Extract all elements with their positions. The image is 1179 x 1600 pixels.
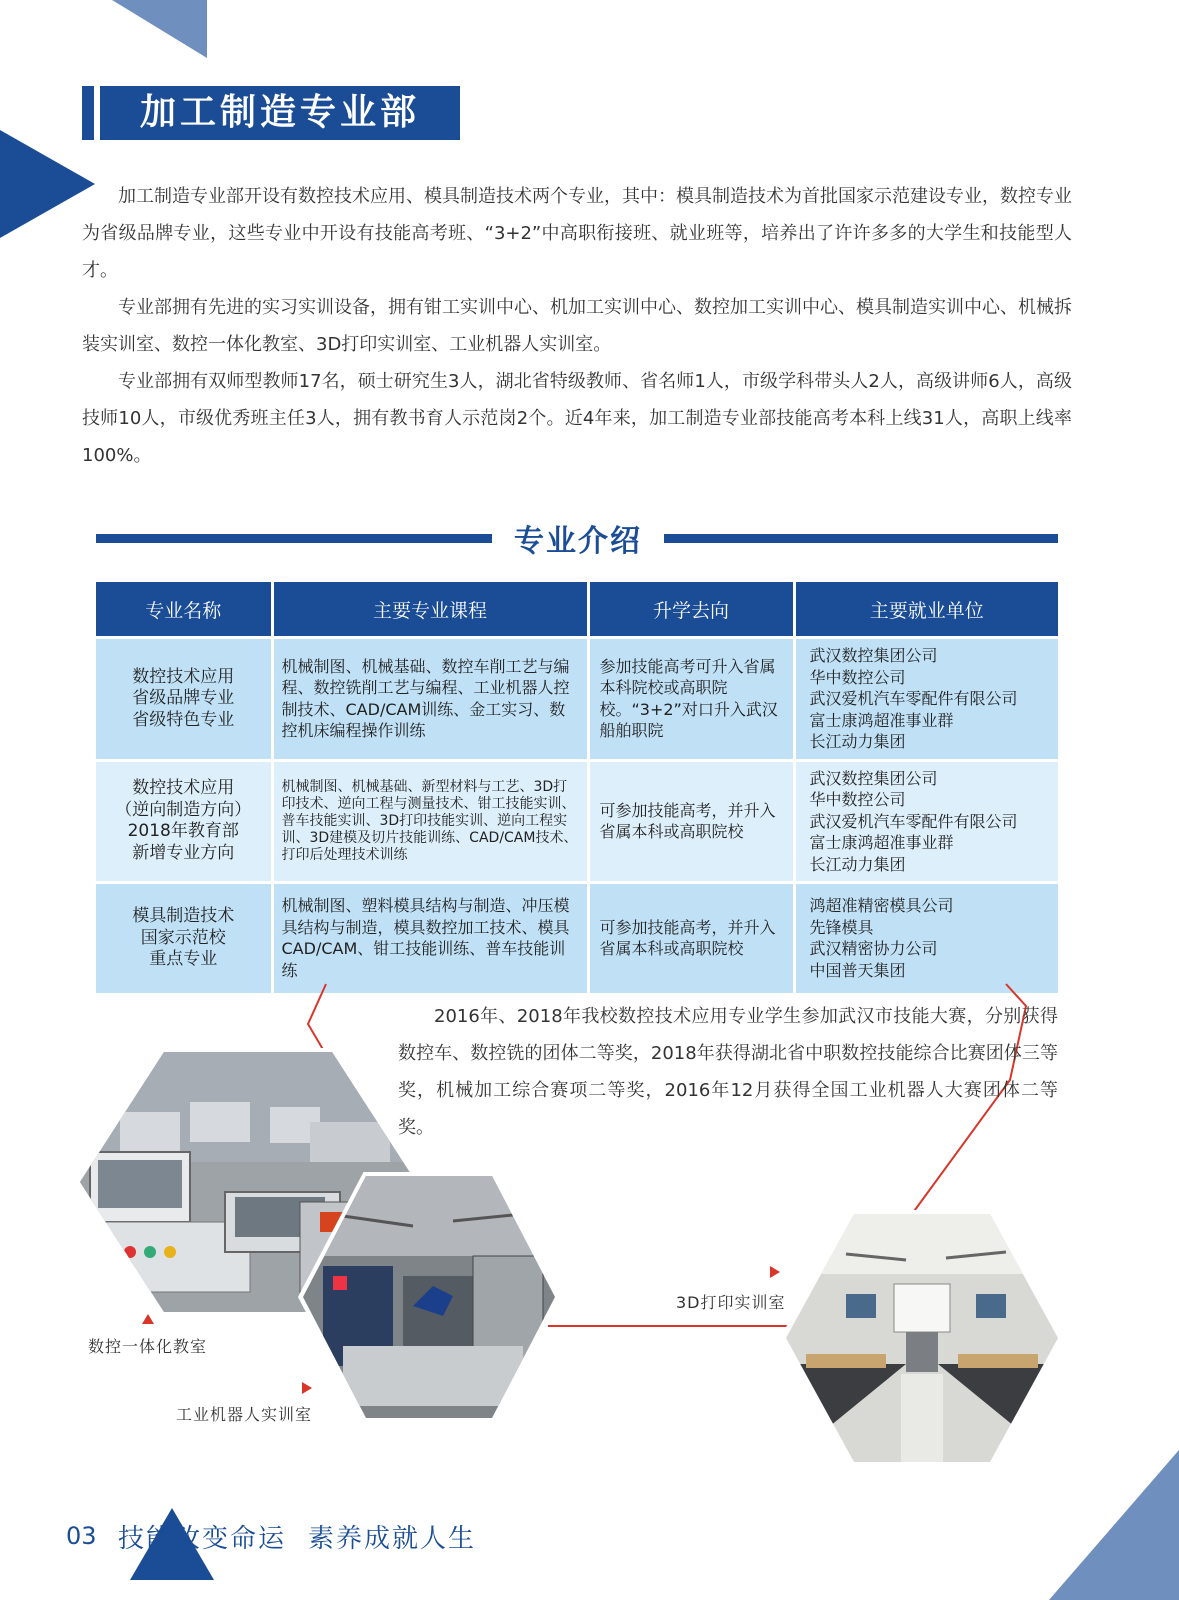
footer-slogan xyxy=(118,1518,498,1555)
employer-line: 长江动力集团 xyxy=(809,732,906,751)
title-accent-bar xyxy=(82,86,94,140)
table-row xyxy=(96,638,1058,761)
employer-line: 华中数控公司 xyxy=(809,667,906,687)
table-row xyxy=(96,883,1058,993)
intro-paragraph: 专业部拥有先进的实习实训设备，拥有钳工实训中心、机加工实训中心、数控加工实训中心、模具制造实训中心、机械拆装实训室、数控一体化教室、3D打印实训室、工业机器人实训室。 xyxy=(82,297,1072,355)
employer-line: 富士康鸿超准事业群 xyxy=(809,710,954,730)
slogan-part-1: 技能改变命运 xyxy=(118,1524,287,1554)
destination-cell: 可参加技能高考，并升入省属本科或高职院校 xyxy=(588,760,794,883)
major-name-line: 省级品牌专业 xyxy=(132,688,235,708)
page-title: 加工制造专业部 xyxy=(140,92,421,133)
intro-paragraph: 加工制造专业部开设有数控技术应用、模具制造技术两个专业，其中：模具制造技术为首批国家示范建设专业，数控专业为省级品牌专业，这些专业中开设有技能高考班、“3+2”中高职衔接班、就业班等，培养出了许许多多的大学生和技能型人才。 xyxy=(82,186,1072,281)
slogan-part-2: 素养成就人生 xyxy=(308,1524,477,1554)
section-title: 专业介绍 xyxy=(514,524,642,559)
employer-line: 武汉爱机汽车零配件有限公司 xyxy=(809,811,1018,831)
decorative-triangle-top xyxy=(112,0,207,58)
header-employers: 主要就业单位 xyxy=(794,582,1058,638)
major-name-line: 数控技术应用 xyxy=(132,778,235,799)
employer-line: 富士康鸿超准事业群 xyxy=(809,833,954,852)
employer-line: 武汉爱机汽车零配件有限公司 xyxy=(809,689,1018,708)
employers-cell xyxy=(794,638,1058,761)
header-destination: 升学去向 xyxy=(588,582,794,638)
destination-cell: 可参加技能高考，并升入省属本科或高职院校 xyxy=(588,883,794,993)
photo-3d-printing-lab xyxy=(786,1214,1058,1462)
decorative-triangle-left xyxy=(0,130,95,238)
employer-line: 武汉数控集团公司 xyxy=(809,646,938,665)
caption-3d-printing-lab: 3D打印实训室 xyxy=(676,1293,786,1312)
major-name-line: （逆向制造方向） xyxy=(115,799,252,820)
major-name-line: 数控技术应用 xyxy=(132,666,235,687)
courses-cell: 机械制图、塑料模具结构与制造、冲压模具结构与制造，模具数控加工技术、模具CAD/CAM、钳工技能训练、普车技能训练 xyxy=(272,883,588,993)
majors-table xyxy=(96,582,1058,993)
caption-robot-lab: 工业机器人实训室 xyxy=(176,1405,313,1424)
employer-line: 长江动力集团 xyxy=(809,854,906,874)
major-name-line: 国家示范校 xyxy=(140,927,226,948)
major-name-cell xyxy=(96,883,272,993)
section-divider-left xyxy=(96,534,492,543)
employer-line: 鸿超准精密模具公司 xyxy=(809,896,954,916)
page-number: 03 xyxy=(66,1522,97,1550)
courses-cell: 机械制图、机械基础、新型材料与工艺、3D打印技术、逆向工程与测量技术、钳工技能实训、普车技能实训、3D打印技能实训、逆向工程实训、3D建模及切片技能训练、CAD/CAM技术、打印后处理技术训练 xyxy=(272,760,588,883)
major-name-line: 重点专业 xyxy=(149,949,218,969)
employer-line: 华中数控公司 xyxy=(809,790,906,809)
employers-cell xyxy=(794,760,1058,883)
major-name-cell xyxy=(96,638,272,761)
header-major-name: 专业名称 xyxy=(96,582,272,638)
major-name-line: 新增专业方向 xyxy=(132,842,235,863)
employer-line: 先锋模具 xyxy=(809,917,874,937)
major-name-cell xyxy=(96,760,272,883)
caption-marker-robot xyxy=(302,1382,312,1394)
caption-cnc-classroom: 数控一体化教室 xyxy=(88,1337,208,1356)
header-courses: 主要专业课程 xyxy=(272,582,588,638)
major-name-line: 模具制造技术 xyxy=(132,906,235,926)
major-name-line: 2018年教育部 xyxy=(127,821,239,842)
competition-text xyxy=(398,998,1058,1146)
section-divider-right xyxy=(664,534,1058,543)
destination-cell: 参加技能高考可升入省属本科院校或高职院校。“3+2”对口升入武汉船舶职院 xyxy=(588,638,794,761)
table-row xyxy=(96,760,1058,883)
employer-line: 武汉精密协力公司 xyxy=(809,939,938,959)
caption-marker-cnc xyxy=(142,1314,154,1324)
caption-marker-3d xyxy=(770,1266,780,1278)
intro-text xyxy=(82,178,1072,474)
table-header-row xyxy=(96,582,1058,638)
competition-paragraph: 2016年、2018年我校数控技术应用专业学生参加武汉市技能大赛，分别获得数控车、数控铣的团体二等奖，2018年获得湖北省中职数控技能综合比赛团体三等奖，机械加工综合赛项二等奖，2016年12月获得全国工业机器人大赛团体二等奖。 xyxy=(398,1006,1058,1138)
employers-cell xyxy=(794,883,1058,993)
major-name-line: 省级特色专业 xyxy=(132,709,235,730)
employer-line: 武汉数控集团公司 xyxy=(809,768,938,788)
decorative-triangle-bottom-right xyxy=(1049,1450,1179,1600)
employer-line: 中国普天集团 xyxy=(809,960,906,980)
intro-paragraph: 专业部拥有双师型教师17名，硕士研究生3人，湖北省特级教师、省名师1人，市级学科带头人2人，高级讲师6人，高级技师10人，市级优秀班主任3人，拥有教书育人示范岗2个。近4年来，加工制造专业部技能高考本科上线31人，高职上线率100%。 xyxy=(82,371,1072,466)
courses-cell: 机械制图、机械基础、数控车削工艺与编程、数控铣削工艺与编程、工业机器人控制技术、CAD/CAM训练、金工实习、数控机床编程操作训练 xyxy=(272,638,588,761)
